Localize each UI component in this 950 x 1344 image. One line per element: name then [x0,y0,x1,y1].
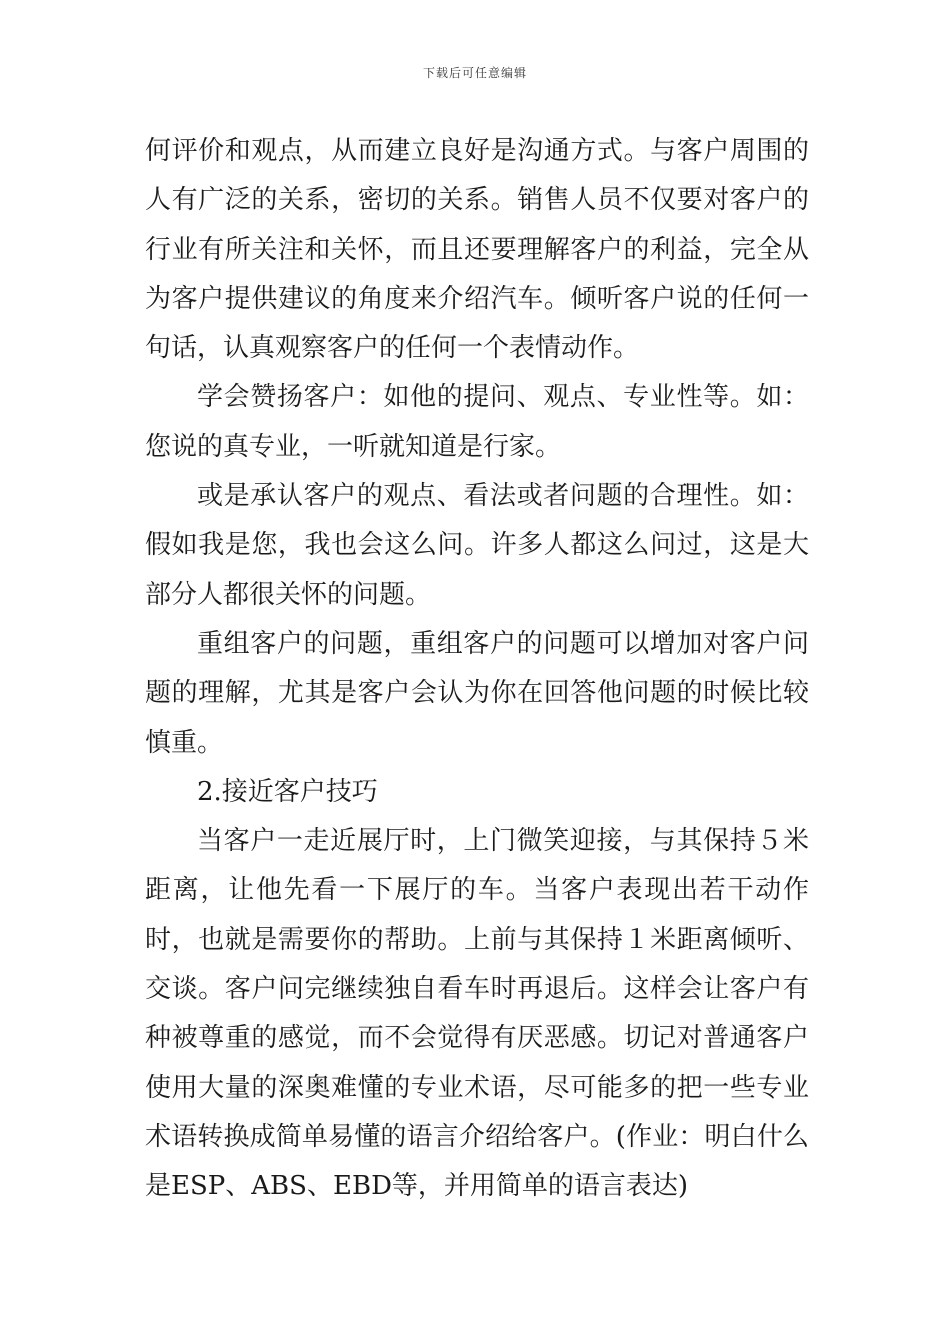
paragraph-3: 或是承认客户的观点、看法或者问题的合理性。如：假如我是您，我也会这么问。许多人都这么问过，这是大部分人都很关怀的问题。 [145,481,809,610]
page-header: 下载后可任意编辑 [422,66,527,80]
paragraph-1: 何评价和观点，从而建立良好是沟通方式。与客户周围的人有广泛的关系，密切的关系。销售人员不仅要对客户的行业有所关注和关怀，而且还要理解客户的利益，完全从为客户提供建议的角度来介绍汽车。倾听客户说的任何一句话，认真观察客户的任何一个表情动作。 [145,136,809,364]
paragraph-4: 重组客户的问题，重组客户的问题可以增加对客户问题的理解，尤其是客户会认为你在回答他问题的时候比较慎重。 [145,628,809,758]
paragraph-2: 学会赞扬客户：如他的提问、观点、专业性等。如：您说的真专业，一听就知道是行家。 [145,382,809,462]
paragraph-5: 当客户一走近展厅时，上门微笑迎接，与其保持５米距离，让他先看一下展厅的车。当客户表现出若干动作时，也就是需要你的帮助。上前与其保持１米距离倾听、交谈。客户问完继续独自看车时再退后。这样会让客户有种被尊重的感觉，而不会觉得有厌恶感。切记对普通客户使用大量的深奥难懂的专业术语，尽可能多的把一些专业术语转换成简单易懂的语言介绍给客户。(作业：明白什么是ESP、ABS、EBD等，并用简单的语言表达) [145,826,809,1202]
document-body [145,127,809,1212]
section-heading: 2.接近客户技巧 [197,776,378,807]
